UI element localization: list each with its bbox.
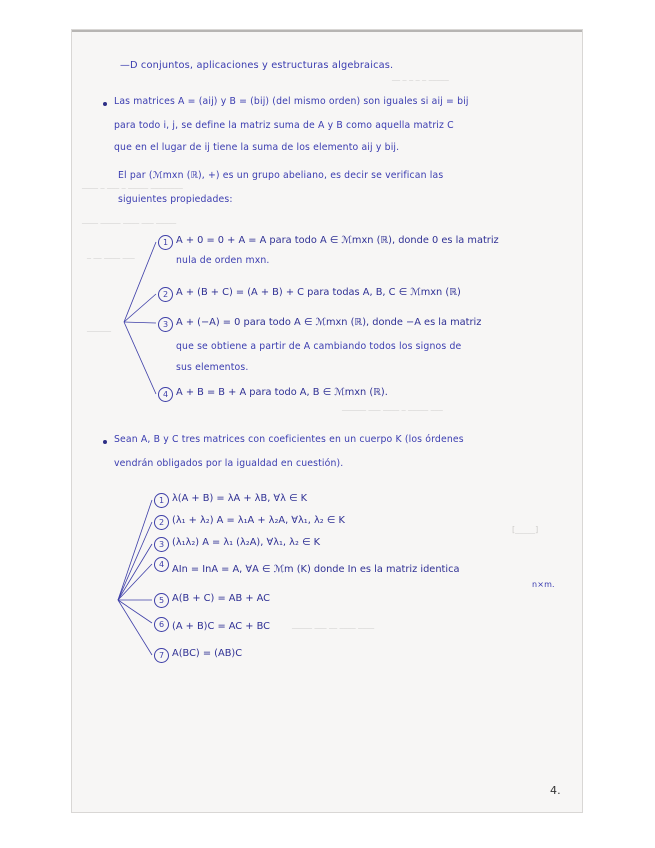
bracket-line (124, 294, 156, 322)
bleed-through: _ __ ____ ___ (87, 250, 135, 259)
paragraph-1-line-2: para todo i, j, se define la matriz suma de A y B como aquella matriz C (114, 120, 454, 131)
property-number: 3 (158, 317, 173, 332)
scalar-property-4-line-2: n×m. (532, 580, 555, 589)
scalar-property-4-line-1: AIn = InA = A, ∀A ∈ ℳm (K) donde In es la matriz identica (172, 564, 460, 575)
bracket-line (118, 522, 152, 600)
bracket-line (124, 322, 156, 394)
property-number: 6 (154, 617, 169, 632)
bleed-through: ____ _____ ____ ___ _____ (82, 215, 177, 224)
scalar-property-1: λ(A + B) = λA + λB, ∀λ ∈ K (172, 493, 308, 504)
sum-property-3-line-3: sus elementos. (176, 362, 249, 373)
bleed-through: ____ _ ___ _ _____ ________ (82, 180, 183, 189)
matrix-property-7: A(BC) = (AB)C (172, 648, 243, 659)
property-number: 1 (158, 235, 173, 250)
paragraph-1-line-1: Las matrices A = (aij) y B = (bij) (del mismo orden) son iguales si aij = bij (114, 96, 469, 107)
property-number: 5 (154, 593, 169, 608)
paragraph-2-line-1: El par (ℳmxn (ℝ), +) es un grupo abeliano, es decir se verifican las (118, 170, 444, 181)
bleed-through: ______ ___ ____ _ _____ ___ (342, 402, 443, 411)
bracket-line (118, 500, 152, 600)
bleed-through: ______ (87, 323, 111, 332)
property-number: 7 (154, 648, 169, 663)
bleed-through: __ _ _ _ _ _____ (392, 72, 449, 81)
paragraph-3-line-1: Sean A, B y C tres matrices con coeficientes en un cuerpo K (los órdenes (114, 434, 464, 445)
bracket-line (118, 564, 152, 600)
sum-property-2-line-1: A + (B + C) = (A + B) + C para todas A, B, C ∈ ℳmxn (ℝ) (176, 287, 461, 298)
property-number: 4 (154, 557, 169, 572)
property-number: 1 (154, 493, 169, 508)
sum-property-1-line-1: A + 0 = 0 + A = A para todo A ∈ ℳmxn (ℝ), donde 0 es la matriz (176, 235, 499, 246)
scalar-property-3: (λ₁λ₂) A = λ₁ (λ₂A), ∀λ₁, λ₂ ∈ K (172, 537, 321, 548)
sum-property-4-line-1: A + B = B + A para todo A, B ∈ ℳmxn (ℝ). (176, 387, 388, 398)
page-number: 4. (550, 784, 561, 797)
property-number: 3 (154, 537, 169, 552)
property-number: 2 (154, 515, 169, 530)
sum-property-3-line-1: A + (−A) = 0 para todo A ∈ ℳmxn (ℝ), donde −A es la matriz (176, 317, 482, 328)
sum-property-1-line-2: nula de orden mxn. (176, 255, 270, 266)
paragraph-2-line-2: siguientes propiedades: (118, 194, 233, 205)
bracket-line (118, 600, 152, 623)
bracket-line (118, 544, 152, 600)
paragraph-3-line-2: vendrán obligados por la igualdad en cuestión). (114, 458, 344, 469)
section-heading: —D conjuntos, aplicaciones y estructuras algebraicas. (120, 60, 394, 71)
bracket-lines (72, 30, 582, 812)
notebook-page (72, 30, 582, 812)
bleed-through: [_____] (512, 525, 539, 534)
bleed-through: _____ ___ __ ____ ____ (292, 620, 375, 629)
bracket-line (124, 242, 156, 322)
property-number: 2 (158, 287, 173, 302)
matrix-property-5: A(B + C) = AB + AC (172, 593, 271, 604)
bracket-line (124, 322, 156, 323)
scalar-property-2: (λ₁ + λ₂) A = λ₁A + λ₂A, ∀λ₁, λ₂ ∈ K (172, 515, 345, 526)
bracket-line (118, 600, 152, 655)
sum-property-3-line-2: que se obtiene a partir de A cambiando todos los signos de (176, 341, 462, 352)
matrix-property-6: (A + B)C = AC + BC (172, 621, 270, 632)
property-number: 4 (158, 387, 173, 402)
paragraph-1-line-3: que en el lugar de ij tiene la suma de los elemento aij y bij. (114, 142, 400, 153)
bullet-point (103, 440, 107, 444)
